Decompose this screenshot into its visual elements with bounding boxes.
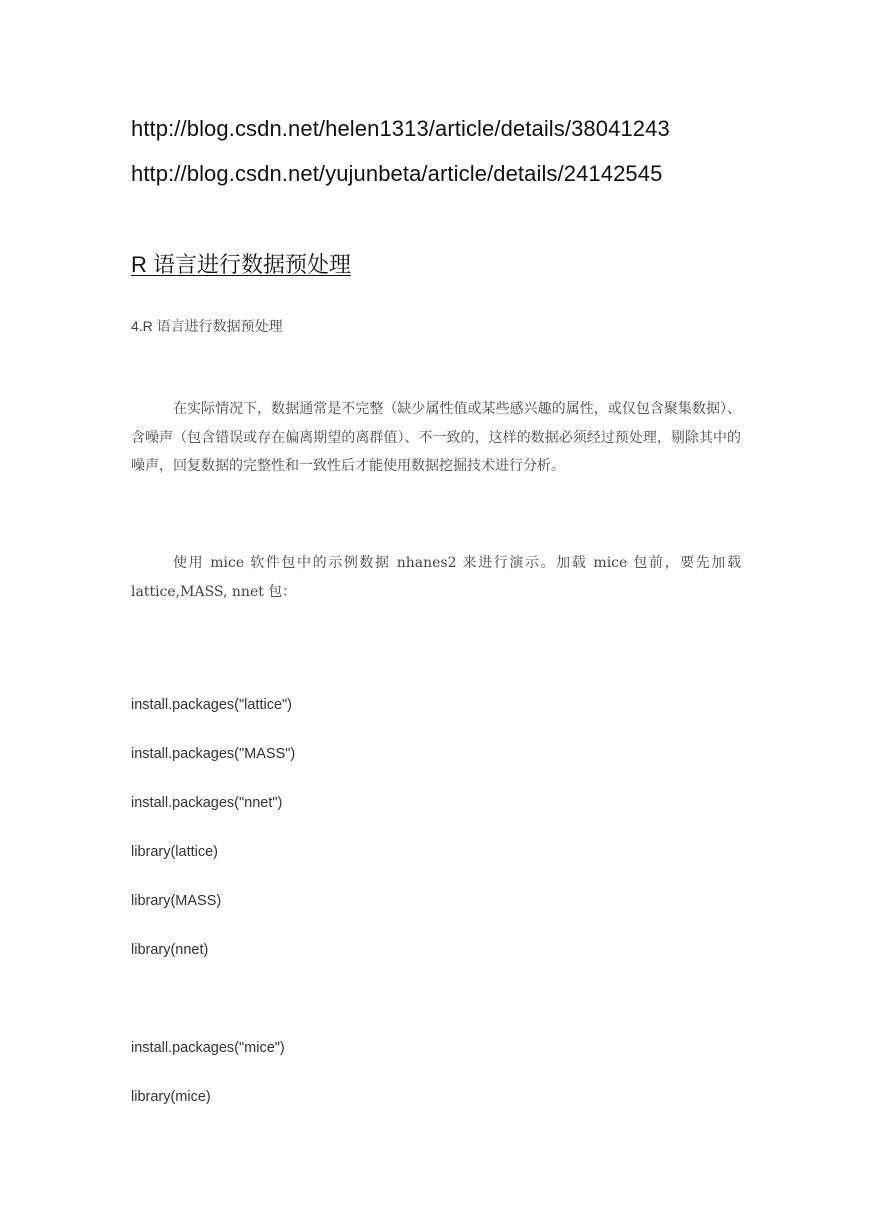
usage-paragraph: 使用 mice 软件包中的示例数据 nhanes2 来进行演示。加载 mice 包前，要先加载 lattice,MASS, nnet 包： — [131, 555, 741, 600]
code-line: library(nnet) — [131, 942, 209, 958]
code-line: library(mice) — [131, 1089, 211, 1105]
code-line: install.packages("lattice") — [131, 697, 293, 713]
reference-link-2[interactable]: http://blog.csdn.net/yujunbeta/article/details/24142545 — [131, 161, 663, 186]
code-line: install.packages("MASS") — [131, 746, 296, 762]
section-subheading: 4.R 语言进行数据预处理 — [131, 318, 283, 334]
section-heading[interactable]: R 语言进行数据预处理 — [131, 252, 352, 277]
code-line: install.packages("mice") — [131, 1040, 285, 1056]
code-line: library(MASS) — [131, 893, 222, 909]
code-line: install.packages("nnet") — [131, 795, 283, 811]
reference-link-1[interactable]: http://blog.csdn.net/helen1313/article/details/38041243 — [131, 116, 670, 141]
intro-paragraph: 在实际情况下，数据通常是不完整（缺少属性值或某些感兴趣的属性，或仅包含聚集数据）、含噪声（包含错误或存在偏离期望的离群值）、不一致的，这样的数据必须经过预处理，剔除其中的噪声，回复数据的完整性和一致性后才能使用数据挖掘技术进行分析。 — [131, 401, 741, 474]
code-line: library(lattice) — [131, 844, 219, 860]
